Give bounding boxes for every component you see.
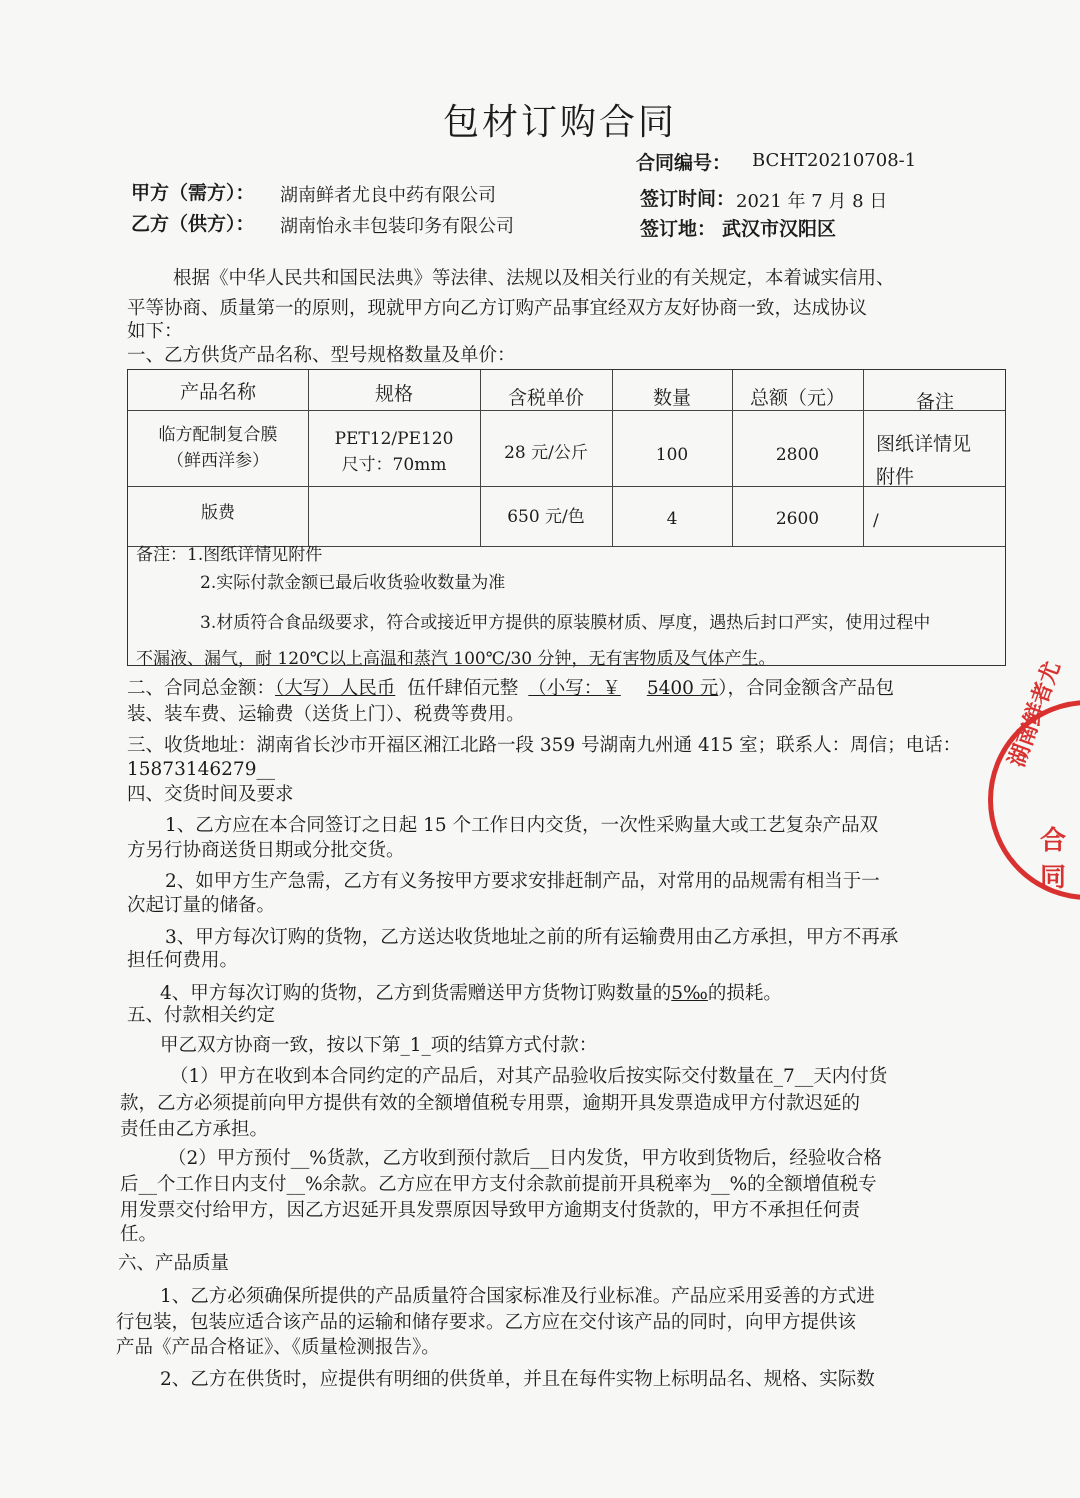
- row1-spec: PET12/PE120 尺寸：70mm: [334, 429, 454, 476]
- remark-1: 备注：1.图纸详情见附件: [136, 545, 323, 565]
- th-total: 总额（元）: [749, 387, 845, 409]
- row2-note: /: [873, 511, 879, 531]
- row2-name: 版费: [201, 503, 235, 523]
- remark-3: 3.材质符合食品级要求，符合或接近甲方提供的原装膜材质、厚度，遇热后封口严实，使用过程中: [200, 613, 931, 633]
- s4-item3-a: 3、甲方每次订购的货物，乙方送达收货地址之前的所有运输费用由乙方承担，甲方不再承: [165, 927, 899, 948]
- sign-place: 武汉市汉阳区: [722, 218, 837, 240]
- stamp-text-side: 合同: [1040, 826, 1067, 893]
- section-3-phone: 15873146279__: [127, 759, 275, 780]
- section-2-line-1: 二、合同总金额：（大写）人民币 伍仟肆佰元整 （小写：￥ 5400 元），合同金额含产品包: [127, 678, 895, 699]
- th-qty: 数量: [652, 387, 691, 409]
- row2-price: 650 元/色: [507, 507, 585, 527]
- row2-qty: 4: [666, 509, 678, 529]
- sign-time-label: 签订时间：: [640, 188, 736, 210]
- intro-line-3: 如下：: [127, 321, 183, 342]
- row1-note: 图纸详情见 附件: [876, 433, 972, 489]
- s5-opt1-1: （1）甲方在收到本合同约定的产品后，对其产品验收后按实际交付数量在_7__天内付货: [170, 1066, 888, 1087]
- contract-no: BCHT20210708-1: [752, 150, 917, 171]
- s5-opt1-3: 责任由乙方承担。: [120, 1119, 269, 1140]
- s5-intro: 甲乙双方协商一致，按以下第_1_项的结算方式付款：: [160, 1035, 598, 1056]
- contract-no-label: 合同编号：: [636, 152, 732, 174]
- s6-item1-1: 1、乙方必须确保所提供的产品质量符合国家标准及行业标准。产品应采用妥善的方式进: [160, 1286, 875, 1307]
- party-b-label: 乙方（供方）：: [131, 213, 255, 235]
- s5-opt2-2: 后__个工作日内支付__%余款。乙方应在甲方支付余款前提前开具税率为__%的全额增值税专: [120, 1174, 877, 1195]
- th-spec: 规格: [374, 383, 413, 405]
- product-table: [127, 369, 1006, 669]
- section-1-title: 一、乙方供货产品名称、型号规格数量及单价：: [127, 345, 516, 366]
- stamp-text-top: 湖南鲜者尤: [1004, 658, 1066, 771]
- sign-place-label: 签订地：: [640, 218, 717, 240]
- row1-qty: 100: [655, 445, 689, 465]
- s5-opt1-2: 款，乙方必须提前向甲方提供有效的全额增值税专用票，逾期开具发票造成甲方付款迟延的: [120, 1093, 861, 1114]
- row2-total: 2600: [775, 509, 820, 529]
- section-4-title: 四、交货时间及要求: [127, 784, 294, 805]
- row1-name: 临方配制复合膜 （鲜西洋参）: [158, 425, 278, 472]
- section-5-title: 五、付款相关约定: [127, 1005, 276, 1026]
- document-title: 包材订购合同: [442, 102, 677, 143]
- s5-opt2-4: 任。: [120, 1224, 158, 1245]
- remark-4: 不漏液、漏气，耐 120℃以上高温和蒸汽 100℃/30 分钟，无有害物质及气体产生。: [136, 649, 776, 669]
- row1-total: 2800: [775, 445, 820, 465]
- s4-item4: 4、甲方每次订购的货物，乙方到货需赠送甲方货物订购数量的5‰的损耗。: [160, 983, 782, 1004]
- section-3-line-1: 三、收货地址：湖南省长沙市开福区湘江北路一段 359 号湖南九州通 415 室；联系人：周信；电话：: [127, 735, 962, 756]
- party-a-label: 甲方（需方）：: [131, 182, 255, 204]
- remark-2: 2.实际付款金额已最后收货验收数量为准: [200, 573, 506, 593]
- party-b: 湖南怡永丰包装印务有限公司: [280, 216, 514, 237]
- sign-time: 2021 年 7 月 8 日: [736, 191, 888, 212]
- s4-item1-a: 1、乙方应在本合同签订之日起 15 个工作日内交货，一次性采购量大或工艺复杂产品双: [165, 815, 879, 836]
- s4-item2-a: 2、如甲方生产急需，乙方有义务按甲方要求安排赶制产品，对常用的品规需有相当于一: [165, 871, 880, 892]
- section-6-title: 六、产品质量: [118, 1253, 230, 1274]
- th-price: 含税单价: [507, 387, 584, 409]
- party-a: 湖南鲜者尤良中药有限公司: [280, 185, 496, 206]
- th-note: 备注: [915, 391, 954, 413]
- section-2-line-2: 装、装车费、运输费（送货上门）、税费等费用。: [127, 704, 525, 725]
- intro-line-2: 平等协商、质量第一的原则，现就甲方向乙方订购产品事宜经双方友好协商一致，达成协议: [127, 298, 868, 319]
- s4-item3-b: 担任何费用。: [127, 950, 239, 971]
- row1-price: 28 元/公斤: [504, 443, 588, 463]
- th-product-name: 产品名称: [179, 381, 256, 403]
- s6-item1-3: 产品《产品合格证》、《质量检测报告》。: [116, 1337, 440, 1358]
- intro-line-1: 根据《中华人民共和国民法典》等法律、法规以及相关行业的有关规定，本着诚实信用、: [173, 268, 895, 289]
- s5-opt2-1: （2）甲方预付__%货款，乙方收到预付款后__日内发货，甲方收到货物后，经验收合格: [168, 1148, 882, 1169]
- s4-item1-b: 方另行协商送货日期或分批交货。: [127, 840, 405, 861]
- s6-item1-2: 行包装，包装应适合该产品的运输和储存要求。乙方应在交付该产品的同时，向甲方提供该: [116, 1312, 857, 1333]
- s6-item2: 2、乙方在供货时，应提供有明细的供货单，并且在每件实物上标明品名、规格、实际数: [160, 1369, 875, 1390]
- s5-opt2-3: 用发票交付给甲方，因乙方迟延开具发票原因导致甲方逾期支付货款的，甲方不承担任何责: [120, 1200, 861, 1221]
- s4-item2-b: 次起订量的储备。: [127, 895, 276, 916]
